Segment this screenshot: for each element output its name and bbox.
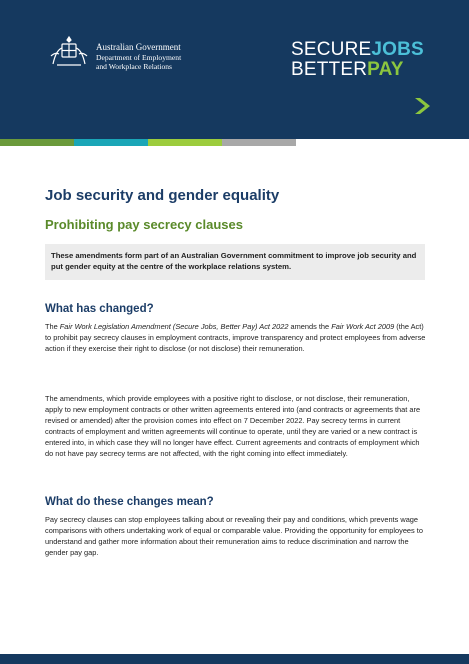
p1-act-name: Fair Work Legislation Amendment (Secure Jobs, Better Pay) Act 2022	[59, 322, 289, 331]
page-header	[0, 0, 469, 139]
government-wordmark	[96, 42, 181, 71]
p1-act-name-2: Fair Work Act 2009	[331, 322, 395, 331]
brand-secure: SECURE	[291, 39, 372, 60]
gov-line-1: Australian Government	[96, 42, 181, 52]
section-heading-what-do-changes-mean: What do these changes mean?	[45, 496, 214, 508]
document-subtitle: Prohibiting pay secrecy clauses	[45, 217, 243, 232]
p1-text-c: (the Act) to prohibit pay secrecy clauses in employment contracts, improve transparency and protect employees from adverse action if they exercise their right to disclose (or not disclose) their remuneration.	[45, 322, 426, 354]
gov-line-2: Department of Employment	[96, 53, 182, 62]
paragraph-1	[45, 321, 427, 354]
gov-line-3: and Workplace Relations	[96, 62, 173, 71]
p1-text-b: amends the	[288, 322, 332, 331]
brand-pay: PAY	[367, 59, 404, 80]
colour-stripe-band	[0, 139, 296, 146]
footer-bar	[0, 654, 469, 664]
brand-row-2	[291, 60, 424, 80]
brand-row-1	[291, 40, 424, 60]
coat-of-arms-icon	[49, 34, 89, 68]
section-heading-what-has-changed: What has changed?	[45, 303, 154, 315]
stripe-grey	[222, 139, 296, 146]
paragraph-3: Pay secrecy clauses can stop employees talking about or revealing their pay and conditions, which prevents wage comparisons with others undertaking work of equal or comparable value. Providing the opportunity for employees to understand and gather more information about their remuneration aims to reduce discrimination and narrow the gender pay gap.	[45, 515, 423, 558]
p1-text-a: The	[45, 322, 60, 331]
stripe-teal	[74, 139, 148, 146]
stripe-green	[0, 139, 74, 146]
stripe-lime	[148, 139, 222, 146]
chevron-right-icon	[412, 96, 434, 116]
paragraph-2: The amendments, which provide employees with a positive right to disclose, or not disclose, their remuneration, apply to new employment contracts or other written agreements entered into (and contracts or agreements that are revised or amended) after the provision comes into effect on 7 December 2022. Pay secrecy terms in current contracts of employment and written agreements will continue to operate, until they are varied or a new contract is entered into, in which case they will no longer have effect. Current agreements and contracts of employment which do not have pay secrecy terms are not affected, with the right coming into effect immediately.	[45, 394, 421, 459]
secure-jobs-better-pay-logo	[291, 40, 424, 80]
intro-callout: These amendments form part of an Australian Government commitment to improve job security and put gender equity at the centre of the workplace relations system.	[45, 244, 425, 280]
brand-better: BETTER	[291, 59, 368, 80]
brand-jobs: JOBS	[371, 39, 424, 60]
document-title: Job security and gender equality	[45, 187, 280, 204]
